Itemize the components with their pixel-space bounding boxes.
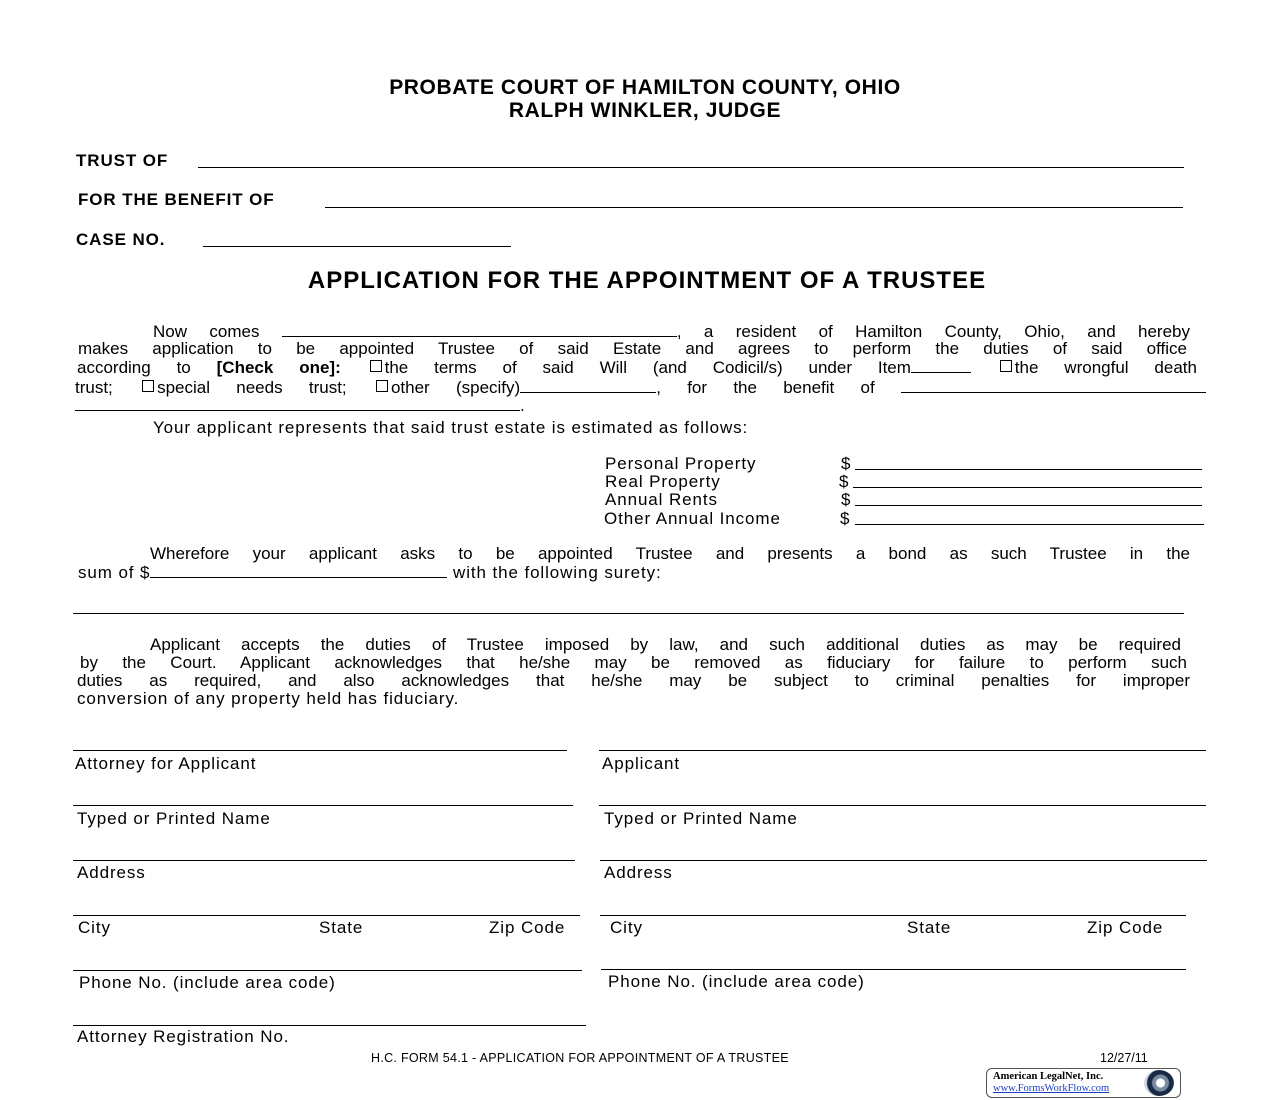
attorney-phone-label: Phone No. (include area code) (79, 973, 336, 992)
now-comes-text: Now comes (153, 322, 260, 341)
applicant-address-label: Address (604, 863, 673, 882)
applicant-address-field[interactable] (600, 860, 1207, 861)
applicant-name-field[interactable] (599, 805, 1206, 806)
logo-url[interactable]: www.FormsWorkFlow.com (993, 1083, 1110, 1094)
para1-line4 (75, 378, 1206, 397)
attorney-label: Attorney for Applicant (75, 754, 257, 773)
other-income-label: Other Annual Income (604, 509, 781, 528)
surety-label: with the following surety: (453, 563, 662, 582)
globe-icon (1144, 1070, 1174, 1096)
para1-line3 (77, 358, 1197, 377)
applicant-city-label: City (610, 918, 643, 937)
bond-line1: Wherefore your applicant asks to be appointed Trustee and presents a bond as such Trustee in the (150, 544, 1190, 563)
applicant-name-field[interactable] (282, 322, 677, 337)
attorney-signature-field[interactable] (73, 750, 567, 751)
attorney-phone-field[interactable] (73, 970, 582, 971)
special-needs-checkbox[interactable] (142, 380, 154, 392)
applicant-phone-label: Phone No. (include area code) (608, 972, 865, 991)
sum-of-label: sum of $ (78, 563, 151, 582)
dollar-sign: $ (841, 490, 852, 509)
other-income-field[interactable] (855, 524, 1204, 525)
bond-line2 (78, 563, 662, 583)
logo-company: American LegalNet, Inc. (993, 1071, 1104, 1082)
item-field[interactable] (911, 358, 971, 373)
according-text: according to (77, 358, 191, 377)
applicant-zip-label: Zip Code (1087, 918, 1164, 937)
court-name: PROBATE COURT OF HAMILTON COUNTY, OHIO (389, 76, 901, 99)
bond-amount-field[interactable] (150, 563, 447, 578)
dollar-sign: $ (839, 472, 850, 491)
case-no-field[interactable] (203, 246, 511, 247)
wrongful-death-label: the wrongful death (1014, 358, 1197, 377)
accept-line3: duties as required, and also acknowledges that he/she may be subject to criminal penalties for improper (77, 671, 1190, 690)
attorney-name-label: Typed or Printed Name (77, 809, 271, 828)
attorney-name-field[interactable] (73, 805, 573, 806)
trust-of-label: TRUST OF (76, 151, 169, 170)
benefit-text: , for the benefit of (656, 378, 875, 397)
applicant-state-label: State (907, 918, 952, 937)
check-one-label: [Check one]: (216, 358, 341, 377)
attorney-reg-label: Attorney Registration No. (77, 1027, 290, 1046)
form-date: 12/27/11 (1100, 1051, 1148, 1065)
real-property-field[interactable] (853, 487, 1202, 488)
beneficiary-field[interactable] (901, 378, 1206, 393)
annual-rents-field[interactable] (855, 505, 1202, 506)
applicant-city-field[interactable] (600, 915, 1186, 916)
form-footer: H.C. FORM 54.1 - APPLICATION FOR APPOINTMENT OF A TRUSTEE (371, 1051, 789, 1065)
attorney-reg-field[interactable] (73, 1025, 586, 1026)
benefit-of-label: FOR THE BENEFIT OF (78, 190, 275, 209)
other-specify-field[interactable] (520, 378, 656, 393)
applicant-phone-field[interactable] (601, 969, 1186, 970)
trust-of-field[interactable] (198, 167, 1184, 168)
benefit-of-field[interactable] (325, 207, 1183, 208)
attorney-zip-label: Zip Code (489, 918, 566, 937)
case-no-label: CASE NO. (76, 230, 166, 249)
estimate-intro: Your applicant represents that said trust estate is estimated as follows: (153, 418, 749, 437)
applicant-signature-field[interactable] (599, 750, 1206, 751)
attorney-city-label: City (78, 918, 111, 937)
will-checkbox[interactable] (370, 360, 382, 372)
para1-line5 (75, 396, 525, 416)
applicant-name-label: Typed or Printed Name (604, 809, 798, 828)
personal-property-field[interactable] (855, 469, 1202, 470)
accept-line4: conversion of any property held has fiduciary. (77, 689, 460, 708)
special-needs-label: special needs trust; (157, 378, 347, 397)
dollar-sign: $ (840, 509, 851, 528)
real-property-label: Real Property (605, 472, 721, 491)
accept-line2: by the Court. Applicant acknowledges that he/she may be removed as fiduciary for failure to perform such (80, 653, 1187, 672)
surety-field[interactable] (73, 613, 1184, 614)
attorney-address-field[interactable] (73, 860, 575, 861)
trust-text: trust; (75, 378, 113, 397)
attorney-address-label: Address (77, 863, 146, 882)
dollar-sign: $ (841, 454, 852, 473)
other-checkbox[interactable] (376, 380, 388, 392)
form-title: APPLICATION FOR THE APPOINTMENT OF A TRUSTEE (307, 267, 987, 294)
personal-property-label: Personal Property (605, 454, 757, 473)
applicant-label: Applicant (602, 754, 681, 773)
beneficiary-field-cont[interactable] (75, 396, 520, 411)
attorney-city-field[interactable] (73, 915, 580, 916)
will-option-label: the terms of said Will (and Codicil/s) under Item (384, 358, 911, 377)
accept-line1: Applicant accepts the duties of Trustee imposed by law, and such additional duties as may be required (150, 635, 1181, 654)
resident-text: , a resident of Hamilton County, Ohio, and hereby (676, 322, 1190, 341)
attorney-state-label: State (319, 918, 364, 937)
para1-line2: makes application to be appointed Trustee of said Estate and agrees to perform the duties of said office (78, 339, 1187, 358)
annual-rents-label: Annual Rents (605, 490, 718, 509)
american-legalnet-logo[interactable] (986, 1068, 1181, 1098)
wrongful-death-checkbox[interactable] (1000, 360, 1012, 372)
judge-name: RALPH WINKLER, JUDGE (508, 99, 782, 122)
other-label: other (specify) (390, 378, 521, 397)
period: . (520, 396, 525, 415)
